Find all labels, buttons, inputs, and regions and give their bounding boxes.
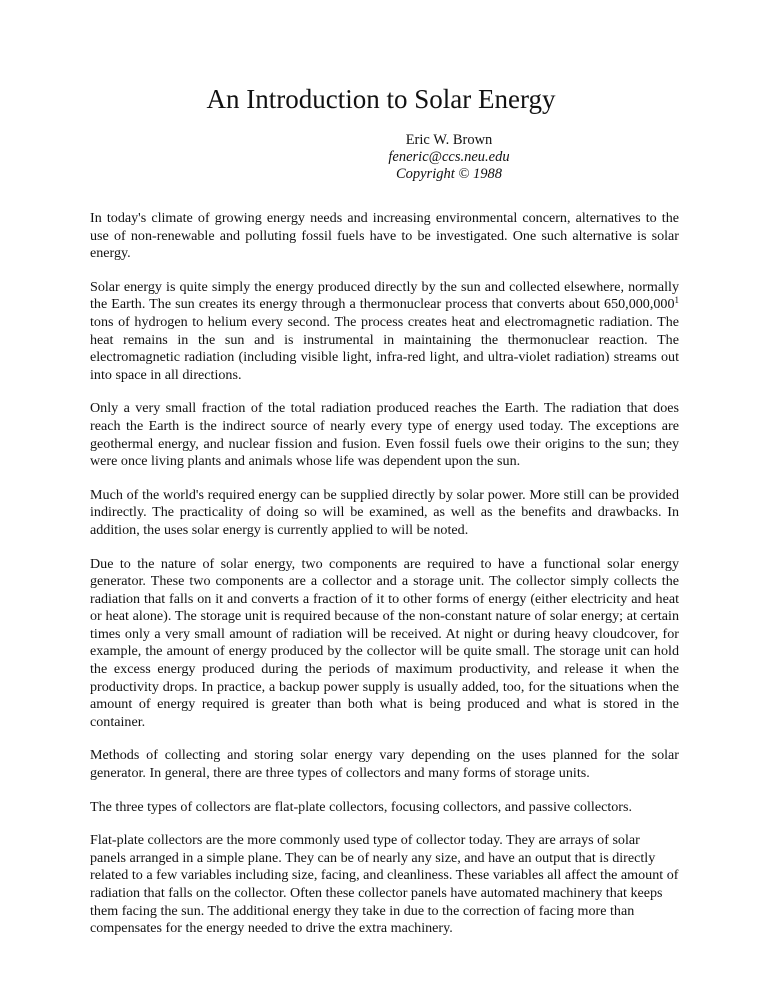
document-title: An Introduction to Solar Energy: [206, 84, 556, 114]
copyright-notice: Copyright © 1988: [395, 166, 503, 182]
author-email: feneric@ccs.neu.edu: [388, 149, 510, 165]
paragraph-components: Due to the nature of solar energy, two components are required to have a functional solar energy generator. These two components are a collector and a storage unit. The collector simply collects the radiation that falls on it and converts a fraction of it to other forms of energy (either electricity and heat or heat alone). The storage unit is required because of the non-constant nature of solar energy; at certain times only a very small amount of radiation will be received. At night or during heavy cloudcover, for example, the amount of energy produced by the collector will be quite small. The storage unit can hold the excess energy produced during the periods of maximum productivity, and release it when the productivity drops. In practice, a backup power supply is usually added, too, for the situations when the amount of energy required is greater than both what is being produced and what is stored in the container.: [90, 555, 679, 730]
paragraph-collector-types: The three types of collectors are flat-plate collectors, focusing collectors, and passive collectors.: [90, 798, 633, 815]
paragraph-radiation-reach: Only a very small fraction of the total radiation produced reaches the Earth. The radiation that does reach the Earth is the indirect source of nearly every type of energy used today. The exceptions are geothermal energy, and nuclear fission and fusion. Even fossil fuels owe their origins to the sun; they were once living plants and animals whose life was dependent upon the sun.: [90, 400, 679, 470]
paragraph-methods: Methods of collecting and storing solar energy vary depending on the uses planned for the solar generator. In general, there are three types of collectors and many forms of storage units.: [90, 747, 679, 782]
paragraph-text: tons of hydrogen to helium every second. The process creates heat and electromagnetic radiation. The heat remains in the sun and is instrumental in maintaining the thermonuclear reaction. The electromagnetic radiation (including visible light, infra-red light, and ultra-violet radiation) streams out into space in all directions.: [90, 313, 679, 383]
author-name: Eric W. Brown: [405, 132, 493, 148]
footnote-marker: 1: [674, 295, 679, 306]
paragraph-solar-energy-definition: [90, 279, 679, 385]
document-byline: [0, 132, 768, 183]
paragraph-intro: In today's climate of growing energy needs and increasing environmental concern, alternatives to the use of non-renewable and polluting fossil fuels have to be investigated. One such alternative is solar energy.: [90, 210, 679, 262]
paragraph-flat-plate: Flat-plate collectors are the more commonly used type of collector today. They are arrays of solar panels arranged in a simple plane. They can be of nearly any size, and have an output that is directly related to a few variables including size, facing, and cleanliness. These variables all affect the amount of radiation that falls on the collector. Often these collector panels have automated machinery that keeps them facing the sun. The additional energy they take in due to the correction of facing more than compensates for the energy needed to drive the extra machinery.: [90, 832, 679, 937]
paragraph-text: Solar energy is quite simply the energy produced directly by the sun and collected elsewhere, normally the Earth. The sun creates its energy through a thermonuclear process that converts about 650,000,000: [90, 278, 679, 313]
paragraph-world-energy: Much of the world's required energy can be supplied directly by solar power. More still can be provided indirectly. The practicality of doing so will be examined, as well as the benefits and drawbacks. In addition, the uses solar energy is currently applied to will be noted.: [90, 486, 679, 538]
document-body: [90, 210, 679, 954]
